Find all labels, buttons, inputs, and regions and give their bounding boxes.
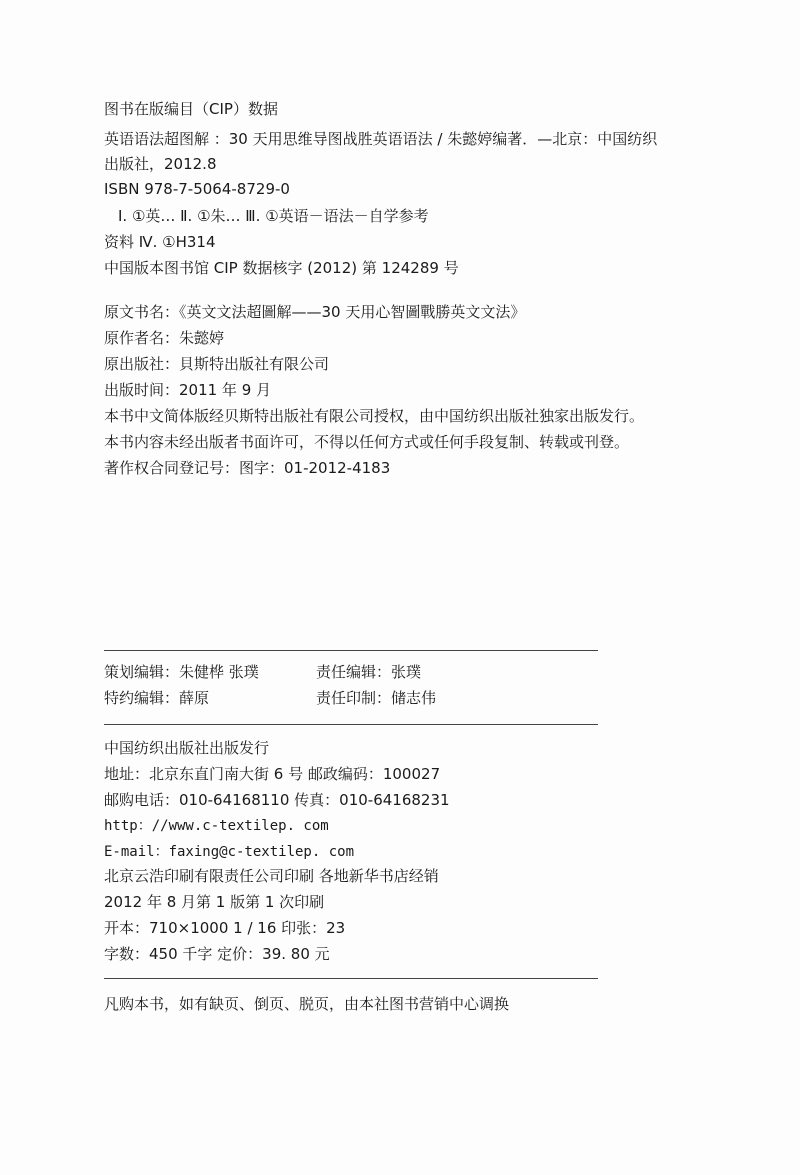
responsible-editor: 责任编辑：张璞 bbox=[316, 663, 422, 681]
responsible-printing: 责任印制：储志伟 bbox=[316, 689, 437, 707]
publisher-address: 地址：北京东直门南大街 6 号 邮政编码：100027 bbox=[104, 765, 441, 783]
publisher-phone-fax: 邮购电话：010-64168110 传真：010-64168231 bbox=[104, 791, 450, 809]
divider bbox=[104, 650, 598, 651]
replacement-notice: 凡购本书，如有缺页、倒页、脱页，由本社图书营销中心调换 bbox=[104, 995, 510, 1013]
staff-row-2 bbox=[104, 687, 564, 709]
cip-title-line: 英语语法超图解 ：30 天用思维导图战胜英语语法 / 朱懿婷编著．—北京：中国纺织 bbox=[104, 130, 658, 148]
divider bbox=[104, 978, 598, 979]
planning-editor: 策划编辑：朱健桦 张璞 bbox=[104, 663, 259, 681]
printer-distributor: 北京云浩印刷有限责任公司印刷 各地新华书店经销 bbox=[104, 867, 439, 885]
special-editor: 特约编辑：薛原 bbox=[104, 689, 210, 707]
copyright-statement: 本书内容未经出版者书面许可，不得以任何方式或任何手段复制、转载或刊登。 bbox=[104, 433, 630, 451]
original-author: 原作者名：朱懿婷 bbox=[104, 329, 225, 347]
staff-row-1 bbox=[104, 661, 564, 683]
cip-classification: Ⅰ. ①英… Ⅱ. ①朱… Ⅲ. ①英语－语法－自学参考 bbox=[118, 207, 429, 225]
cip-publisher-line: 出版社，2012.8 bbox=[104, 155, 217, 173]
publisher-website: http：//www.c-textilep. com bbox=[104, 818, 329, 834]
cip-record-number: 中国版本图书馆 CIP 数据核字 (2012) 第 124289 号 bbox=[104, 259, 459, 277]
edition-info: 2012 年 8 月第 1 版第 1 次印刷 bbox=[104, 893, 325, 911]
divider bbox=[104, 724, 598, 725]
cip-isbn: ISBN 978-7-5064-8729-0 bbox=[104, 180, 290, 198]
word-count-price: 字数：450 千字 定价：39. 80 元 bbox=[104, 945, 330, 963]
publisher-email: E-mail：faxing@c-textilep. com bbox=[104, 844, 355, 860]
cip-heading: 图书在版编目（CIP）数据 bbox=[104, 100, 278, 118]
cip-classification-continued: 资料 Ⅳ. ①H314 bbox=[104, 233, 216, 251]
original-publisher: 原出版社：貝斯特出版社有限公司 bbox=[104, 355, 330, 373]
original-publish-date: 出版时间：2011 年 9 月 bbox=[104, 381, 272, 399]
license-statement: 本书中文简体版经贝斯特出版社有限公司授权，由中国纺织出版社独家出版发行。 bbox=[104, 407, 645, 425]
original-title: 原文书名：《英文文法超圖解——30 天用心智圖戰勝英文文法》 bbox=[104, 303, 526, 321]
publisher-name: 中国纺织出版社出版发行 bbox=[104, 739, 270, 757]
format-info: 开本：710×1000 1 / 16 印张：23 bbox=[104, 919, 346, 937]
contract-registration: 著作权合同登记号：图字：01-2012-4183 bbox=[104, 459, 391, 477]
